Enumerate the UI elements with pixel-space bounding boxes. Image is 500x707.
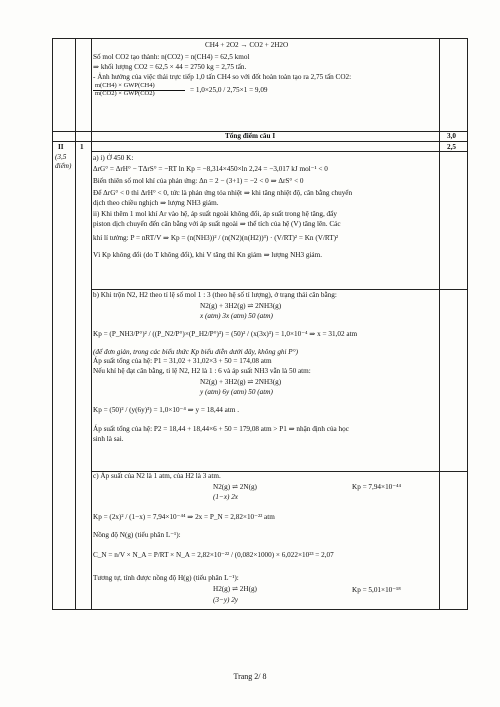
col-divider-2 (91, 39, 92, 609)
c-line-1: c) Áp suất của N2 là 1 atm, của H2 là 3 atm. (93, 472, 221, 480)
gwp-fraction-num: m(CH4) × GWP(CH4) (95, 82, 155, 89)
a-line-4: Để ΔrG° < 0 thì ΔrH° < 0, tức là phản ứng tỏa nhiệt ⇒ khi tăng nhiệt độ, cân bằng chuyển (93, 189, 353, 197)
c-equation-h-values: (3−y) 2y (213, 596, 239, 604)
row-divider-sub1 (91, 151, 467, 152)
b-kp-2: Kp = (50)² / (y(6y)³) = 1,0×10⁻⁴ ⇒ y = 18,44 atm . (93, 406, 240, 414)
c-kp-n: Kp = 7,94×10⁻⁴⁴ (352, 483, 402, 491)
col-divider-3 (439, 39, 440, 609)
c-equation-h: H2(g) ⇌ 2H(g) (213, 585, 257, 593)
gwp-ratio: = 1,0×25,0 / 2,75×1 = 9,09 (190, 86, 268, 94)
a-line-9: Vì Kp không đổi (do T không đổi), khi V tăng thì Kn giảm ⇒ lượng NH3 giảm. (93, 251, 323, 259)
c-line-2: Nồng độ N(g) (tiểu phân L⁻¹): (93, 531, 181, 539)
question-points: (3,5 điểm) (55, 153, 72, 170)
b-line-4: Áp suất tổng của hệ: P2 = 18,44 + 18,44×6 + 50 = 179,08 atm > P1 ⇒ nhận định của học (93, 425, 349, 433)
b-equation-a: N2(g) + 3H2(g) ⇌ 2NH3(g) (200, 302, 282, 310)
c-equation-n-values: (1−x) 2x (213, 493, 239, 501)
b-kp-1: Kp = (P_NH3/P°)² / ((P_N2/P°)×(P_H2/P°)³) = (50)² / (x(3x)³) = 1,0×10⁻⁴ ⇒ x = 31,02 atm (93, 330, 358, 338)
gwp-fraction-den: m(CO2) × GWP(CO2) (95, 90, 155, 97)
b-equation-b: N2(g) + 3H2(g) ⇌ 2NH3(g) (200, 378, 282, 386)
row-divider-b (91, 289, 467, 290)
b-equation-b-values: y (atm) 6y (atm) 50 (atm) (200, 388, 273, 396)
answer-table (52, 38, 468, 610)
b-equation-a-values: x (atm) 3x (atm) 50 (atm) (200, 312, 273, 320)
s1-line-2: ⇒ khối lượng CO2 = 62,5 × 44 = 2750 kg = 2,75 tấn. (93, 63, 247, 71)
b-line-1: b) Khi trộn N2, H2 theo tỉ lệ số mol 1 : 3 (theo hệ số tỉ lượng), ở trạng thái cân bằng: (93, 291, 337, 299)
a-line-8: khí lí tưởng: P = nRT/V ⇒ Kp = (n(NH3))² / (n(N2)(n(H2))³) · (V/RT)² = Kn (V/RT)² (93, 234, 339, 242)
c-kp-1: Kp = (2x)² / (1−x) = 7,94×10⁻⁴⁴ ⇒ 2x = P_N = 2,82×10⁻²² atm (93, 513, 275, 521)
question-number: II (58, 143, 64, 151)
b-note: (để đơn giản, trong các biểu thức Kp biểu diễn dưới đây, không ghi P°) (93, 348, 298, 356)
b-line-2: Áp suất tổng của hệ: P1 = 31,02 + 31,02×3 + 50 = 174,08 atm (93, 357, 272, 365)
a-line-3: Biến thiên số mol khí của phản ứng: Δn = 2 − (3+1) = −2 < 0 ⇒ ΔrS° < 0 (93, 177, 304, 185)
a-line-1: a) i) Ở 450 K: (93, 154, 134, 162)
c-line-3: Tương tự, tính được nồng độ H(g) (tiểu phân L⁻¹): (93, 574, 239, 582)
a-line-2: ΔrG° = ΔrH° − TΔrS° = −RT ln Kp = −8,314×450×ln 2,24 = −3,017 kJ mol⁻¹ < 0 (93, 165, 328, 173)
total-score: 3,0 (447, 132, 456, 140)
combustion-equation: CH4 + 2O2 → CO2 + 2H2O (205, 41, 289, 49)
a-line-6: ii) Khi thêm 1 mol khí Ar vào hệ, áp suất ngoài không đổi, áp suất trong hệ tăng, đẩy (93, 210, 337, 218)
b-line-5: sinh là sai. (93, 435, 124, 443)
c-kp-h: Kp = 5,01×10⁻¹⁸ (352, 586, 401, 594)
question-score: 2,5 (447, 143, 456, 151)
a-line-5: dịch theo chiều nghịch ⇒ lượng NH3 giảm. (93, 199, 219, 207)
b-line-3: Nếu khí hệ đạt cân bằng, tỉ lệ N2, H2 là 1 : 6 và áp suất NH3 vẫn là 50 atm: (93, 367, 311, 375)
row-divider-total-bottom (53, 141, 467, 142)
c-concentration: C_N = n/V × N_A = P/RT × N_A = 2,82×10⁻²² / (0,082×1000) × 6,022×10²³ = 2,07 (93, 551, 334, 559)
total-label: Tổng điểm câu I (225, 132, 276, 140)
page-footer: Trang 2/ 8 (233, 672, 267, 681)
s1-line-3: - Ảnh hưởng của việc thải trực tiếp 1,0 tấn CH4 so với đốt hoàn toàn tạo ra 2,75 tấn CO2: (93, 73, 352, 81)
col-divider-1 (75, 39, 76, 609)
s1-line-1: Số mol CO2 tạo thành: n(CO2) = n(CH4) = 62,5 kmol (93, 53, 250, 61)
a-line-7: piston dịch chuyển đến cân bằng với áp suất ngoài ⇒ thể tích của hệ (V) tăng lên. Các (93, 220, 341, 228)
sub-question-number: 1 (80, 143, 84, 151)
c-equation-n: N2(g) ⇌ 2N(g) (213, 483, 257, 491)
